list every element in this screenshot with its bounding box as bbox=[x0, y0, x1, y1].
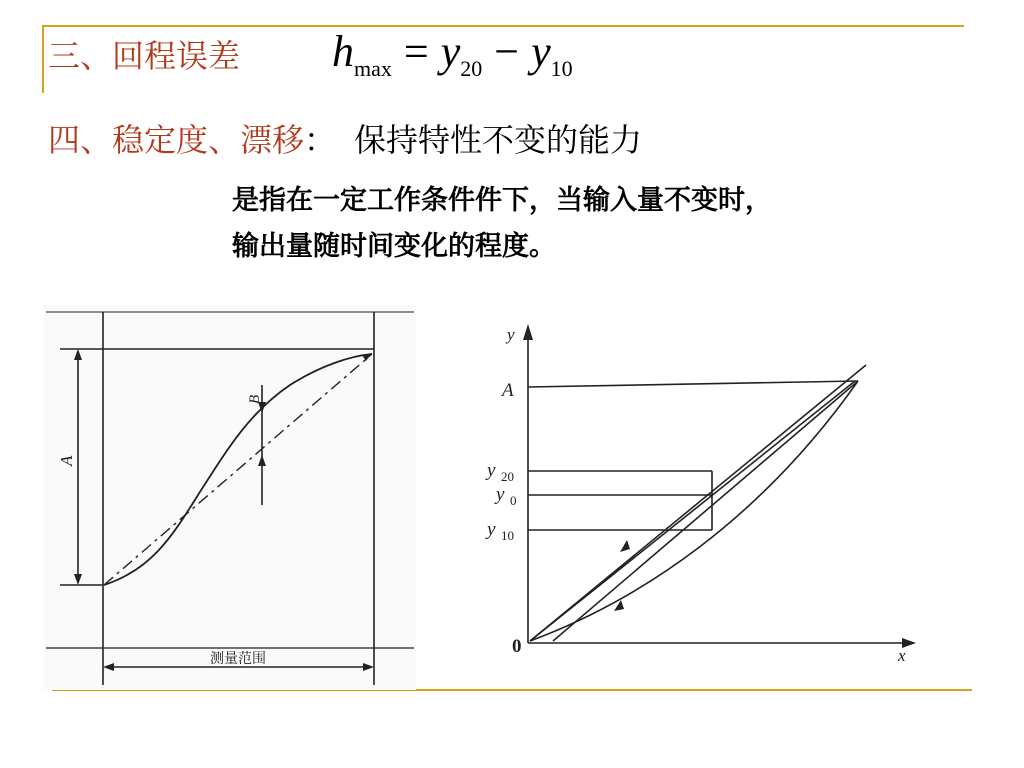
left-amplitude-label: A bbox=[57, 455, 76, 466]
origin-label: 0 bbox=[512, 636, 522, 657]
label-y20-sub: 20 bbox=[501, 469, 514, 484]
formula-h-sub: max bbox=[354, 56, 392, 81]
hysteresis-formula bbox=[332, 27, 573, 81]
definition-line-1: 是指在一定工作条件件下，当输入量不变时， bbox=[232, 185, 772, 216]
section-4-heading bbox=[48, 121, 643, 159]
formula-y10: y bbox=[531, 27, 551, 76]
right-amplitude-label: A bbox=[502, 380, 514, 401]
definition-line-2: 输出量随时间变化的程度。 bbox=[232, 231, 556, 262]
label-y20: y bbox=[487, 460, 496, 481]
section-4-colon: ： bbox=[304, 121, 337, 159]
x-axis-label: x bbox=[898, 646, 906, 665]
hysteresis-diagonal bbox=[530, 381, 855, 641]
section-4-label: 四、稳定度、漂移 bbox=[48, 121, 305, 159]
range-label: 测量范围 bbox=[210, 651, 266, 667]
formula-equals: = bbox=[403, 27, 429, 76]
left-deviation-label: B bbox=[247, 394, 263, 404]
hysteresis-outer-left bbox=[530, 365, 866, 641]
label-y0-sub: 0 bbox=[510, 493, 517, 508]
y-axis-arrow bbox=[523, 324, 533, 340]
section-4-desc: 保持特性不变的能力 bbox=[354, 121, 643, 159]
section-3-heading: 三、回程误差 bbox=[48, 37, 241, 75]
formula-y20-sub: 20 bbox=[460, 56, 483, 81]
level-A bbox=[528, 381, 858, 387]
label-y10: y bbox=[487, 519, 496, 540]
label-y10-sub: 10 bbox=[501, 528, 514, 543]
label-y0: y bbox=[496, 484, 505, 505]
left-rule bbox=[42, 25, 44, 93]
formula-y10-sub: 10 bbox=[550, 56, 573, 81]
y-axis-label: y bbox=[507, 325, 515, 344]
right-figure bbox=[480, 312, 940, 670]
formula-h: h bbox=[332, 27, 354, 76]
formula-minus: − bbox=[494, 27, 520, 76]
left-figure bbox=[44, 305, 416, 690]
hysteresis-lower bbox=[553, 381, 858, 641]
formula-y20: y bbox=[440, 27, 461, 76]
definition-text bbox=[232, 178, 992, 270]
